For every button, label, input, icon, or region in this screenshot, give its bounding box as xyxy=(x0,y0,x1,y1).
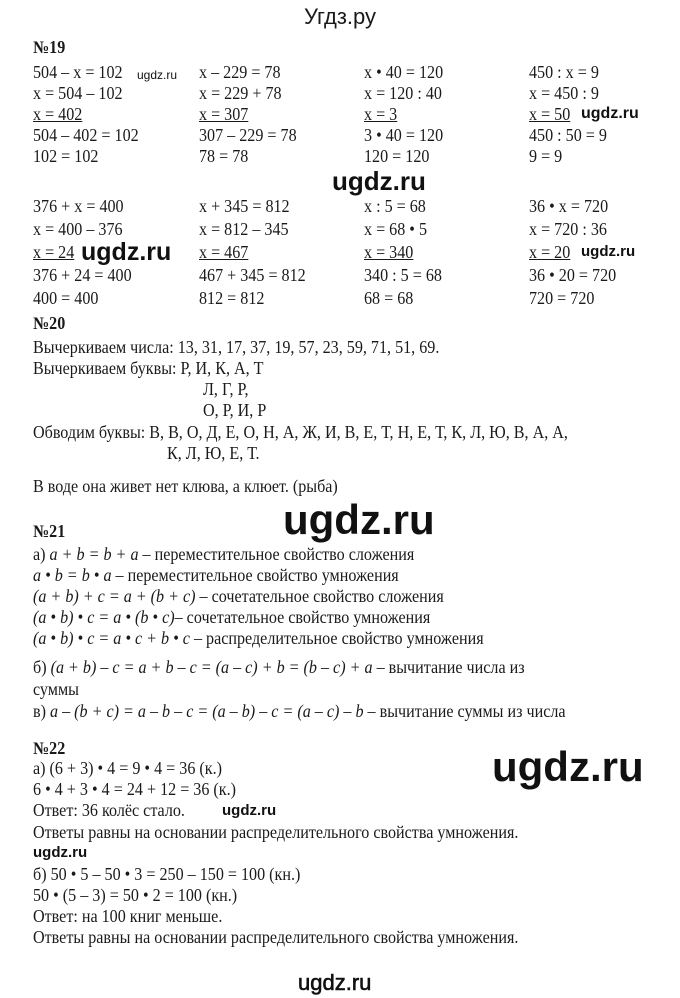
equation-line: 68 = 68 xyxy=(364,288,414,308)
task21-text: – вычитание числа из xyxy=(372,657,525,677)
equation-line: x + 345 = 812 xyxy=(199,196,290,216)
equation-line: 812 = 812 xyxy=(199,288,265,308)
watermark: ugdz.ru xyxy=(137,68,178,82)
watermark: ugdz.ru xyxy=(581,243,636,260)
task21-math: a + b = b + a xyxy=(49,544,139,564)
watermark: ugdz.ru xyxy=(222,802,277,819)
task20-line: Вычеркиваем числа: 13, 31, 17, 37, 19, 57, 23, 59, 71, 51, 69. xyxy=(33,337,440,357)
task22-title: №22 xyxy=(33,738,66,758)
equation-line: x : 5 = 68 xyxy=(364,196,426,216)
task21-text: – распределительное свойство умножения xyxy=(189,628,484,648)
equation-line: x • 40 = 120 xyxy=(364,62,444,82)
task21-line xyxy=(33,628,484,648)
equation-answer: x = 50 xyxy=(529,104,571,124)
task21-text: – вычитание суммы из числа xyxy=(363,701,566,721)
equation-line: x = 400 – 376 xyxy=(33,219,123,239)
task21-line xyxy=(33,701,566,721)
task20-title: №20 xyxy=(33,313,66,333)
task22-line: Ответы равны на основании распределительного свойства умножения. xyxy=(33,822,519,842)
task20-line: Вычеркиваем буквы: Р, И, К, А, Т xyxy=(33,358,264,378)
watermark: ugdz.ru xyxy=(581,105,639,122)
equation-answer: x = 20 xyxy=(529,242,571,262)
task21-line xyxy=(33,586,444,606)
task21-pre: б) xyxy=(33,657,51,677)
task22-line: б) 50 • 5 – 50 • 3 = 250 – 150 = 100 (кн.) xyxy=(33,864,301,884)
task21-math: (a + b) + c = a + (b + c) xyxy=(33,586,196,606)
task20-answer: В воде она живет нет клюва, а клюет. (рыба) xyxy=(33,476,338,496)
equation-line: x = 812 – 345 xyxy=(199,219,289,239)
site-title: Угдз.ру xyxy=(303,4,377,29)
equation-line: 36 • x = 720 xyxy=(529,196,609,216)
task21-math: a • b = b • a xyxy=(33,565,112,585)
equation-line: 3 • 40 = 120 xyxy=(364,125,444,145)
equation-line: 467 + 345 = 812 xyxy=(199,265,306,285)
equation-line: 307 – 229 = 78 xyxy=(199,125,297,145)
task21-math: (a • b) • c = a • c + b • c xyxy=(33,628,190,648)
equation-line: 504 – x = 102 xyxy=(33,62,123,82)
equation-line: 720 = 720 xyxy=(529,288,595,308)
equation-answer: x = 467 xyxy=(199,242,249,262)
equation-answer: x = 340 xyxy=(364,242,414,262)
equation-line: 376 + x = 400 xyxy=(33,196,124,216)
task22-line: 50 • (5 – 3) = 50 • 2 = 100 (кн.) xyxy=(33,885,238,905)
task21-pre: а) xyxy=(33,544,50,564)
watermark: ugdz.ru xyxy=(283,496,435,543)
task21-line xyxy=(33,657,525,677)
task21-math: a – (b + c) = a – b – c = (a – b) – c = (a – c) – b xyxy=(49,701,364,721)
task21-pre: в) xyxy=(33,701,50,721)
equation-line: 504 – 402 = 102 xyxy=(33,125,139,145)
task21-line xyxy=(33,679,79,699)
equation-line: x = 450 : 9 xyxy=(529,83,599,103)
task19-title: №19 xyxy=(33,37,66,57)
equation-line: x = 120 : 40 xyxy=(364,83,442,103)
equation-answer: x = 307 xyxy=(199,104,249,124)
task20-line: Л, Г, Р, xyxy=(203,379,249,399)
watermark: ugdz.ru xyxy=(492,743,644,790)
equation-answer: x = 402 xyxy=(33,104,83,124)
task21-text: – переместительное свойство умножения xyxy=(111,565,399,585)
equation-answer: x = 24 xyxy=(33,242,75,262)
watermark-footer: ugdz.ru xyxy=(298,970,372,995)
task21-line xyxy=(33,544,414,564)
task21-text: суммы xyxy=(33,679,79,699)
task21-line xyxy=(33,607,430,627)
task22-line: Ответ: 36 колёс стало. xyxy=(33,800,185,820)
watermark: ugdz.ru xyxy=(33,844,88,861)
watermark: ugdz.ru xyxy=(332,166,426,196)
equation-line: x – 229 = 78 xyxy=(199,62,281,82)
watermark: ugdz.ru xyxy=(81,238,172,266)
equation-line: 78 = 78 xyxy=(199,146,249,166)
equation-line: 36 • 20 = 720 xyxy=(529,265,617,285)
equation-line: 340 : 5 = 68 xyxy=(364,265,442,285)
task21-text: – сочетательное свойство сложения xyxy=(195,586,444,606)
equation-line: x = 720 : 36 xyxy=(529,219,607,239)
task21-line xyxy=(33,565,399,585)
equation-line: 9 = 9 xyxy=(529,146,563,166)
equation-line: 376 + 24 = 400 xyxy=(33,265,132,285)
task20-line: К, Л, Ю, Е, Т. xyxy=(167,443,260,463)
equation-line: 400 = 400 xyxy=(33,288,99,308)
task22-line: а) (6 + 3) • 4 = 9 • 4 = 36 (к.) xyxy=(33,758,222,778)
task21-math: (a • b) • c = a • (b • c) xyxy=(33,607,175,627)
task22-line: 6 • 4 + 3 • 4 = 24 + 12 = 36 (к.) xyxy=(33,779,236,799)
task22-line: Ответ: на 100 книг меньше. xyxy=(33,906,223,926)
equation-line: 102 = 102 xyxy=(33,146,99,166)
task21-text: – сочетательное свойство умножения xyxy=(174,607,431,627)
task22-line: Ответы равны на основании распределительного свойства умножения. xyxy=(33,927,519,947)
equation-line: x = 504 – 102 xyxy=(33,83,123,103)
task20-line: О, Р, И, Р xyxy=(203,400,267,420)
equation-answer: x = 3 xyxy=(364,104,398,124)
task20-line: Обводим буквы: В, В, О, Д, Е, О, Н, А, Ж, И, В, Е, Т, Н, Е, Т, К, Л, Ю, В, А, А, xyxy=(33,422,568,442)
equation-line: x = 229 + 78 xyxy=(199,83,282,103)
equation-line: 120 = 120 xyxy=(364,146,430,166)
equation-line: 450 : x = 9 xyxy=(529,62,599,82)
equation-line: x = 68 • 5 xyxy=(364,219,428,239)
task21-text: – переместительное свойство сложения xyxy=(138,544,415,564)
task21-title: №21 xyxy=(33,521,66,541)
task21-math: (a + b) – c = a + b – c = (a – c) + b = (b – c) + a xyxy=(50,657,373,677)
equation-line: 450 : 50 = 9 xyxy=(529,125,607,145)
